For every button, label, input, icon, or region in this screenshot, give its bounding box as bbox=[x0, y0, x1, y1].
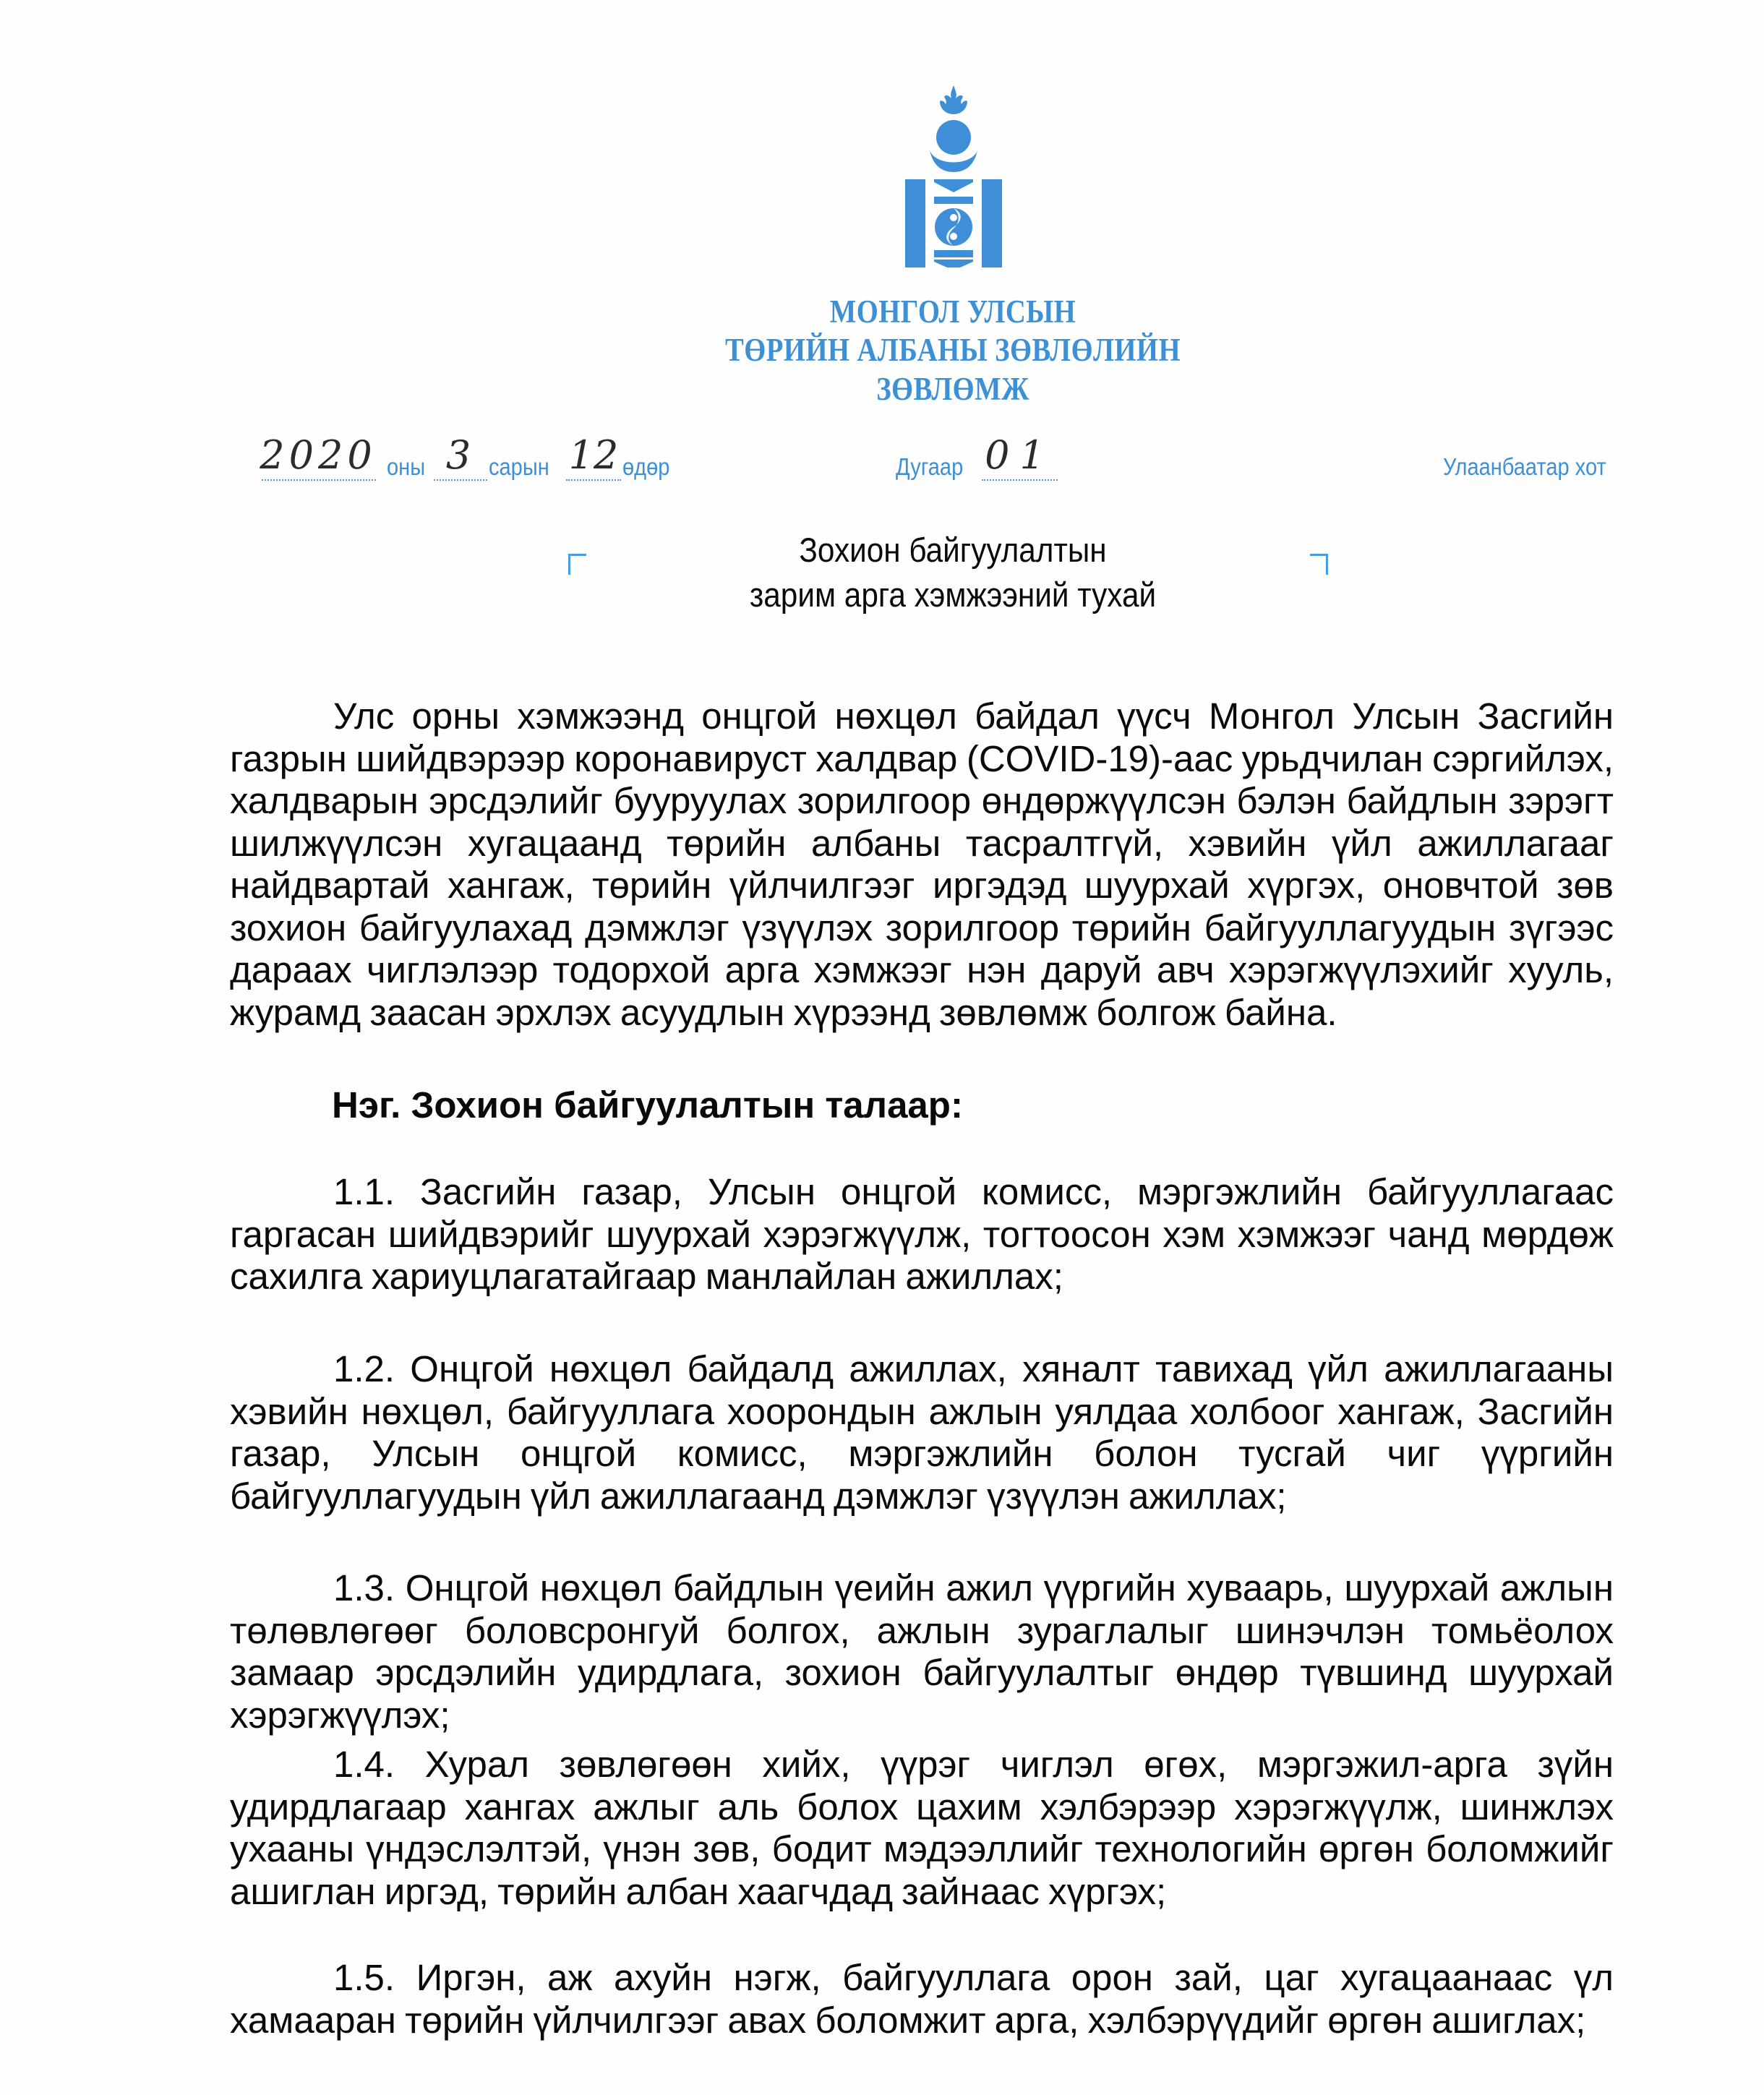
list-item-1-3: 1.3. Онцгой нөхцөл байдлын үеийн ажил үүргийн хуваарь, шуурхай ажлын төлөвлөгөөг боловсронгуй болгох, ажлын зураглалыг шинэчлэн томьёолох замаар эрсдэлийн удирдлага, зохион байгуулалтыг өндөр түвшинд шуурхай хэрэгжүүлэх; bbox=[230, 1567, 1614, 1736]
date-day-underline bbox=[566, 479, 621, 481]
letterhead-title-line-1: МОНГОЛ УЛСЫН bbox=[829, 294, 1076, 330]
subject-title-line-2: зарим арга хэмжээний тухай bbox=[749, 575, 1157, 614]
soyombo-emblem-icon bbox=[905, 84, 1002, 267]
document-number-underline bbox=[982, 479, 1058, 481]
date-month-underline bbox=[434, 479, 487, 481]
subject-title-line-1: Зохион байгуулалтын bbox=[799, 531, 1107, 569]
date-month: 3 bbox=[445, 432, 476, 478]
list-item-1-5: 1.5. Иргэн, аж ахуйн нэгж, байгууллага орон зай, цаг хугацаанаас үл хамааран төрийн үйлчилгээг авах боломжит арга, хэлбэрүүдийг өргөн ашиглах; bbox=[230, 1957, 1614, 2041]
letterhead-title-line-2: ТӨРИЙН АЛБАНЫ ЗӨВЛӨЛИЙН bbox=[725, 332, 1181, 368]
list-item-1-4: 1.4. Хурал зөвлөгөөн хийх, үүрэг чиглэл өгөх, мэргэжил-арга зүйн удирдлагаар хангах ажлыг аль болох цахим хэлбэрээр хэрэгжүүлж, шинжлэх ухааны үндэслэлтэй, үнэн зөв, бодит мэдээллийг технологийн өргөн боломжийг ашиглан иргэд, төрийн албан хаагчдад зайнаас хүргэх; bbox=[230, 1744, 1614, 1912]
document-number-label: Дугаар bbox=[896, 453, 964, 480]
document-number: 01 bbox=[985, 432, 1055, 478]
date-day: 12 bbox=[568, 432, 619, 478]
date-year: 2020 bbox=[260, 432, 377, 478]
date-year-label: оны bbox=[387, 453, 426, 480]
date-month-label: сарын bbox=[489, 453, 549, 480]
date-day-label: өдөр bbox=[622, 453, 670, 480]
section-heading: Нэг. Зохион байгуулалтын талаар: bbox=[332, 1084, 963, 1126]
list-item-1-1: 1.1. Засгийн газар, Улсын онцгой комисс, мэргэжлийн байгууллагаас гаргасан шийдвэрийг шуурхай хэрэгжүүлж, тогтоосон хэм хэмжээг чанд мөрдөж сахилга хариуцлагатайгаар манлайлан ажиллах; bbox=[230, 1171, 1614, 1297]
city-label: Улаанбаатар хот bbox=[1443, 453, 1606, 480]
date-year-underline bbox=[262, 479, 376, 481]
letterhead-title-line-3: ЗӨВЛӨМЖ bbox=[876, 371, 1029, 407]
list-item-1-2: 1.2. Онцгой нөхцөл байдалд ажиллах, хяналт тавихад үйл ажиллагааны хэвийн нөхцөл, байгууллага хоорондын ажлын уялдаа холбоог хангаж, Засгийн газар, Улсын онцгой комисс, мэргэжлийн болон тусгай чиг үүргийн байгууллагуудын үйл ажиллагаанд дэмжлэг үзүүлэн ажиллах; bbox=[230, 1348, 1614, 1517]
intro-paragraph: Улс орны хэмжээнд онцгой нөхцөл байдал үүсч Монгол Улсын Засгийн газрын шийдвэрээр коронавируст халдвар (COVID-19)-аас урьдчилан сэргийлэх, халдварын эрсдэлийг бууруулах зорилгоор өндөржүүлсэн бэлэн байдлын зэрэгт шилжүүлсэн хугацаанд төрийн албаны тасралтгүй, хэвийн үйл ажиллагааг найдвартай хангаж, төрийн үйлчилгээг иргэдэд шуурхай хүргэх, оновчтой зөв зохион байгуулахад дэмжлэг үзүүлэх зорилгоор төрийн байгууллагуудын зүгээс дараах чиглэлээр тодорхой арга хэмжээг нэн даруй авч хэрэгжүүлэхийг хууль, журамд заасан эрхлэх асуудлын хүрээнд зөвлөмж болгож байна. bbox=[230, 695, 1614, 1033]
